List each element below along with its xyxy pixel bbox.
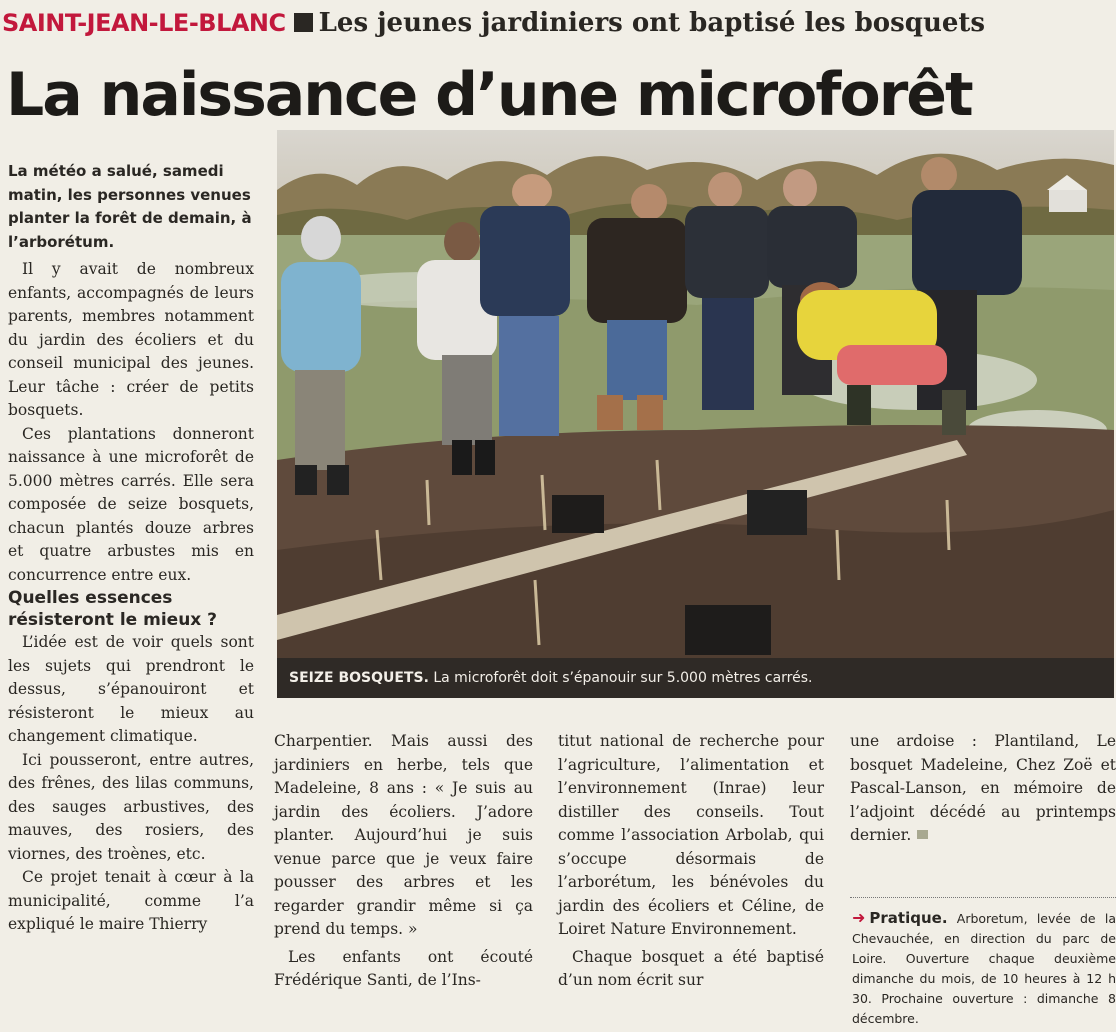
column-4	[850, 730, 1116, 848]
paragraph: Les enfants ont écouté Frédérique Santi, de l’Ins-	[274, 947, 533, 989]
column-3	[558, 730, 824, 993]
subhead: Quelles essences résisteront le mieux ?	[8, 588, 218, 630]
arrow-right-icon: ➜	[852, 908, 866, 927]
pratique-text	[852, 908, 1116, 1029]
column-2	[274, 730, 533, 993]
paragraph: Ici pousseront, entre autres, des frênes, des lilas communs, des sauges arbustives, des mauves, des rosiers, des viornes, des troènes, etc.	[8, 750, 254, 863]
paragraph	[850, 730, 1116, 848]
paragraph: Ces plantations donneront naissance à une microforêt de 5.000 mètres carrés. Elle sera composée de seize bosquets, chacun plantés douze arbres et quatre arbustes mis en concurrence entre eux.	[8, 424, 254, 584]
kicker-square-icon	[294, 13, 313, 32]
end-mark-icon	[917, 830, 928, 839]
paragraph: Chaque bosquet a été baptisé d’un nom écrit sur	[558, 947, 824, 989]
lede: La météo a salué, samedi matin, les personnes venues planter la forêt de demain, à l’arborétum.	[8, 162, 252, 251]
news-photo	[277, 130, 1114, 658]
photo-caption	[277, 658, 1114, 698]
pratique-box	[852, 908, 1116, 1029]
kicker-subtitle: Les jeunes jardiniers ont baptisé les bosquets	[318, 8, 986, 38]
pratique-label: Pratique.	[869, 909, 948, 927]
pratique-body: Arboretum, levée de la Chevauchée, en direction du parc de Loire. Ouverture chaque deuxième dimanche du mois, de 10 heures à 12 h 30. Prochaine ouverture : dimanche 8 décembre.	[852, 911, 1116, 1026]
column-1	[8, 160, 254, 937]
kicker	[2, 8, 985, 38]
paragraph: titut national de recherche pour l’agriculture, l’alimentation et l’environnement (Inrae) leur distiller des conseils. Tout comme l’association Arbolab, qui s’occupe désormais de l’arborétum, les bénévoles du jardin des écoliers et Céline, de Loiret Nature Environnement.	[558, 732, 824, 938]
headline: La naissance d’une microforêt	[6, 60, 972, 130]
paragraph: Ce projet tenait à cœur à la municipalité, comme l’a expliqué le maire Thierry	[8, 868, 254, 933]
caption-text: La microforêt doit s’épanouir sur 5.000 mètres carrés.	[433, 670, 813, 686]
photo-planting-scene-icon	[277, 130, 1114, 658]
caption-label: SEIZE BOSQUETS.	[289, 670, 429, 686]
paragraph: Charpentier. Mais aussi des jardiniers en herbe, tels que Madeleine, 8 ans : « Je suis au jardin des écoliers. J’adore planter. Aujourd’hui je suis venue parce que je veux faire pousser des arbres et les regarder grandir même si ça prend du temps. »	[274, 732, 533, 938]
divider	[850, 897, 1116, 898]
paragraph: Il y avait de nombreux enfants, accompagnés de leurs parents, membres notamment du jardin des écoliers et du conseil municipal des jeunes. Leur tâche : créer de petits bosquets.	[8, 260, 254, 419]
paragraph: L’idée est de voir quels sont les sujets qui prendront le dessus, s’épanouiront et résisteront le mieux au changement climatique.	[8, 633, 254, 745]
kicker-location: SAINT-JEAN-LE-BLANC	[2, 9, 286, 37]
paragraph-text: une ardoise : Plantiland, Le bosquet Madeleine, Chez Zoë et Pascal-Lanson, en mémoire de l’adjoint décédé au printemps dernier.	[850, 732, 1116, 844]
